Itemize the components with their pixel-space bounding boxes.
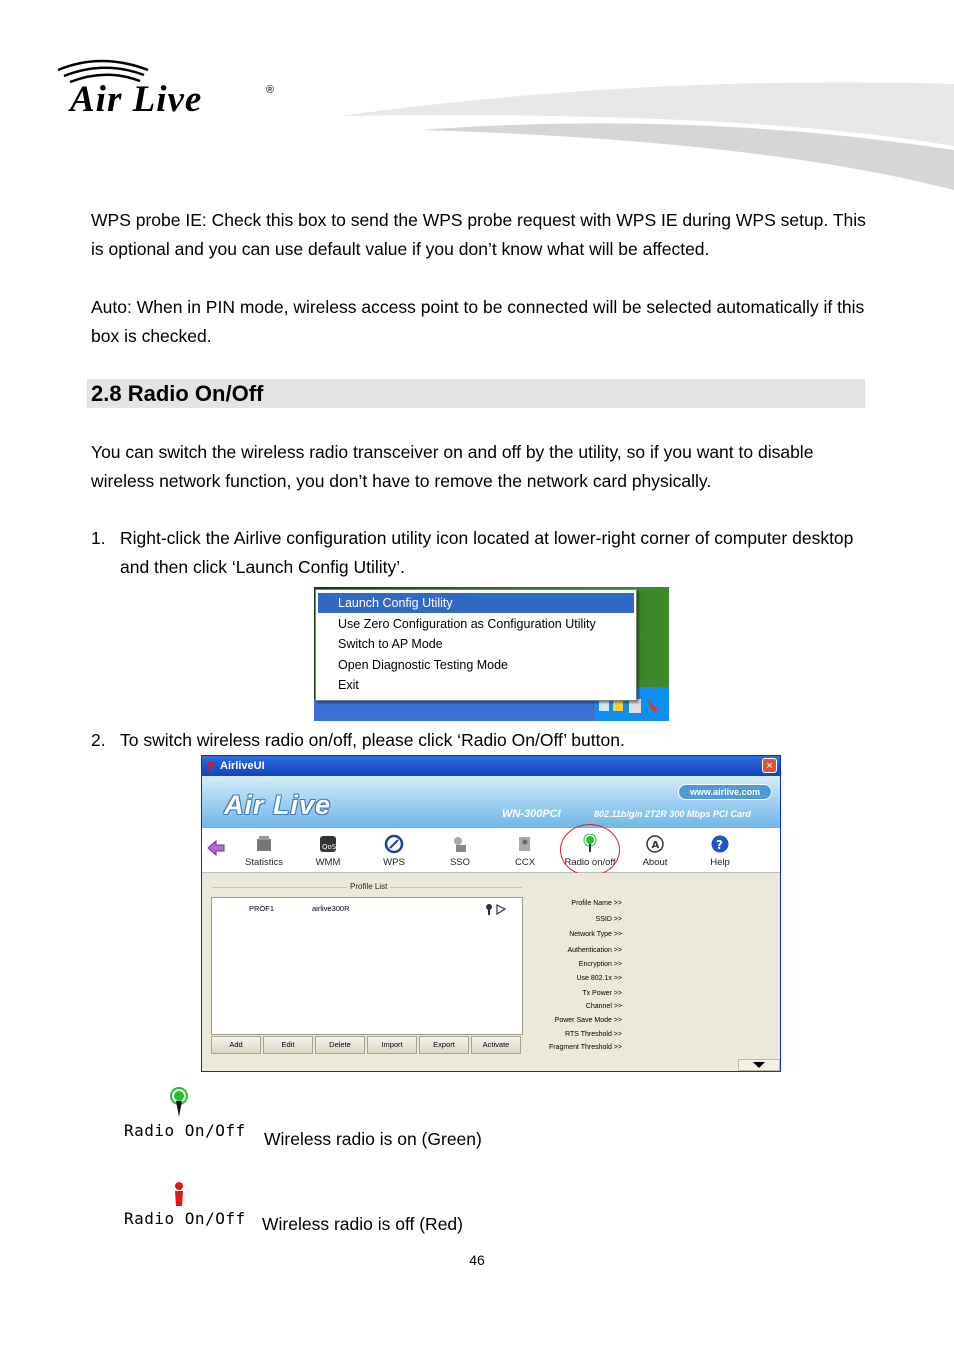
radio-off-label: Radio On/Off bbox=[124, 1209, 246, 1228]
toolbar-label: Statistics bbox=[244, 857, 283, 868]
toolbar-label: About bbox=[642, 857, 668, 868]
back-arrow-icon[interactable] bbox=[206, 838, 226, 858]
section-heading-bar bbox=[87, 379, 865, 408]
svg-text:A: A bbox=[651, 840, 660, 851]
radio-off-description: Wireless radio is off (Red) bbox=[262, 1214, 463, 1234]
step2-text: To switch wireless radio on/off, please click ‘Radio On/Off’ button. bbox=[120, 730, 625, 750]
banner-description: 802.11b/g/n 2T2R 300 Mbps PCI Card bbox=[594, 809, 751, 819]
profile-list-title: Profile List bbox=[347, 882, 390, 891]
info-power-save[interactable]: Power Save Mode >> bbox=[554, 1017, 622, 1024]
svg-text:QoS: QoS bbox=[322, 843, 337, 851]
toolbar-ccx-button[interactable] bbox=[497, 830, 553, 870]
section-heading: 2.8 Radio On/Off bbox=[91, 381, 264, 406]
menu-item-zero-config[interactable]: Use Zero Configuration as Configuration Utility bbox=[338, 617, 596, 631]
toolbar-label: SSO bbox=[449, 857, 471, 868]
statistics-icon bbox=[254, 834, 274, 854]
chevron-down-icon bbox=[752, 1062, 766, 1068]
toolbar-label: Radio on/off bbox=[564, 857, 616, 868]
info-authentication[interactable]: Authentication >> bbox=[567, 947, 622, 954]
toolbar-about-button[interactable] bbox=[627, 830, 683, 870]
info-use-8021x[interactable]: Use 802.1x >> bbox=[576, 975, 622, 982]
profile-ssid-cell: airlive300R bbox=[312, 904, 350, 913]
banner-model: WN-300PCI bbox=[502, 808, 561, 820]
wmm-icon bbox=[318, 834, 338, 854]
toolbar-label: WMM bbox=[315, 857, 341, 868]
context-menu-screenshot bbox=[314, 587, 669, 721]
svg-text:?: ? bbox=[716, 838, 723, 852]
about-icon bbox=[645, 834, 665, 854]
close-button[interactable]: × bbox=[762, 758, 777, 773]
info-network-type[interactable]: Network Type >> bbox=[569, 931, 622, 938]
window-title: AirliveUI bbox=[220, 760, 265, 772]
help-icon bbox=[710, 834, 730, 854]
window-banner bbox=[202, 776, 780, 828]
radio-on-label: Radio On/Off bbox=[124, 1121, 246, 1140]
airlive-ui-window bbox=[201, 755, 781, 1072]
registered-mark: ® bbox=[266, 84, 275, 96]
delete-button[interactable]: Delete bbox=[315, 1036, 365, 1054]
export-button[interactable]: Export bbox=[419, 1036, 469, 1054]
toolbar-wmm-button[interactable] bbox=[300, 830, 356, 870]
toolbar-label: WPS bbox=[383, 857, 405, 868]
app-icon bbox=[206, 760, 216, 772]
radio-on-antenna-icon bbox=[168, 1087, 190, 1119]
toolbar-help-button[interactable] bbox=[692, 830, 748, 870]
wps-icon bbox=[384, 834, 404, 854]
radio-button-highlight bbox=[560, 824, 620, 876]
info-profile-name[interactable]: Profile Name >> bbox=[571, 900, 622, 907]
info-tx-power[interactable]: Tx Power >> bbox=[582, 990, 622, 997]
step2-number: 2. bbox=[91, 730, 106, 750]
import-button[interactable]: Import bbox=[367, 1036, 417, 1054]
auto-paragraph: Auto: When in PIN mode, wireless access point to be connected will be selected automatically if this box is checked. bbox=[91, 297, 865, 346]
logo-text: Air Live bbox=[70, 79, 203, 120]
radio-on-description: Wireless radio is on (Green) bbox=[264, 1129, 482, 1149]
toolbar-wps-button[interactable] bbox=[366, 830, 422, 870]
edit-button[interactable]: Edit bbox=[263, 1036, 313, 1054]
expand-button[interactable] bbox=[738, 1059, 780, 1071]
banner-url-link[interactable]: www.airlive.com bbox=[678, 784, 772, 800]
info-fragment-threshold[interactable]: Fragment Threshold >> bbox=[548, 1044, 622, 1051]
profile-status-icon bbox=[485, 903, 509, 915]
page-number: 46 bbox=[469, 1252, 485, 1268]
toolbar-statistics-button[interactable] bbox=[236, 830, 292, 870]
header-swoosh bbox=[340, 80, 954, 195]
toolbar-sso-button[interactable] bbox=[432, 830, 488, 870]
toolbar-label: Help bbox=[710, 857, 730, 868]
profile-list[interactable] bbox=[211, 897, 523, 1035]
step1-number: 1. bbox=[91, 528, 106, 548]
radio-intro-paragraph: You can switch the wireless radio transceiver on and off by the utility, so if you want to disable wireless network function, you don’t have to remove the network card physically. bbox=[91, 442, 814, 491]
info-ssid[interactable]: SSID >> bbox=[595, 916, 622, 923]
sso-icon bbox=[450, 834, 470, 854]
profile-area bbox=[202, 873, 780, 1071]
info-channel[interactable]: Channel >> bbox=[585, 1003, 622, 1010]
menu-item-switch-ap[interactable]: Switch to AP Mode bbox=[338, 637, 443, 651]
menu-item-exit[interactable]: Exit bbox=[338, 678, 359, 692]
menu-item-diagnostic[interactable]: Open Diagnostic Testing Mode bbox=[338, 658, 509, 672]
activate-button[interactable]: Activate bbox=[471, 1036, 521, 1054]
ccx-icon bbox=[515, 834, 535, 854]
context-menu bbox=[315, 589, 637, 701]
banner-logo: Air Live bbox=[224, 790, 332, 820]
window-titlebar bbox=[202, 756, 780, 776]
info-encryption[interactable]: Encryption >> bbox=[578, 961, 622, 968]
window-toolbar bbox=[202, 828, 780, 873]
toolbar-label: CCX bbox=[514, 857, 536, 868]
airlive-logo bbox=[56, 58, 286, 120]
radio-off-antenna-icon bbox=[168, 1180, 190, 1208]
profile-name-cell: PROF1 bbox=[249, 904, 275, 913]
menu-item-launch-config[interactable]: Launch Config Utility bbox=[318, 593, 634, 613]
step1-text: Right-click the Airlive configuration utility icon located at lower-right corner of computer desktop and then click ‘Launch Config Utility’. bbox=[120, 528, 854, 577]
add-button[interactable]: Add bbox=[211, 1036, 261, 1054]
wps-probe-paragraph: WPS probe IE: Check this box to send the WPS probe request with WPS IE during WPS setup. This is optional and you can use default value if you don’t know what will be affected. bbox=[91, 210, 866, 259]
info-rts-threshold[interactable]: RTS Threshold >> bbox=[565, 1031, 622, 1038]
